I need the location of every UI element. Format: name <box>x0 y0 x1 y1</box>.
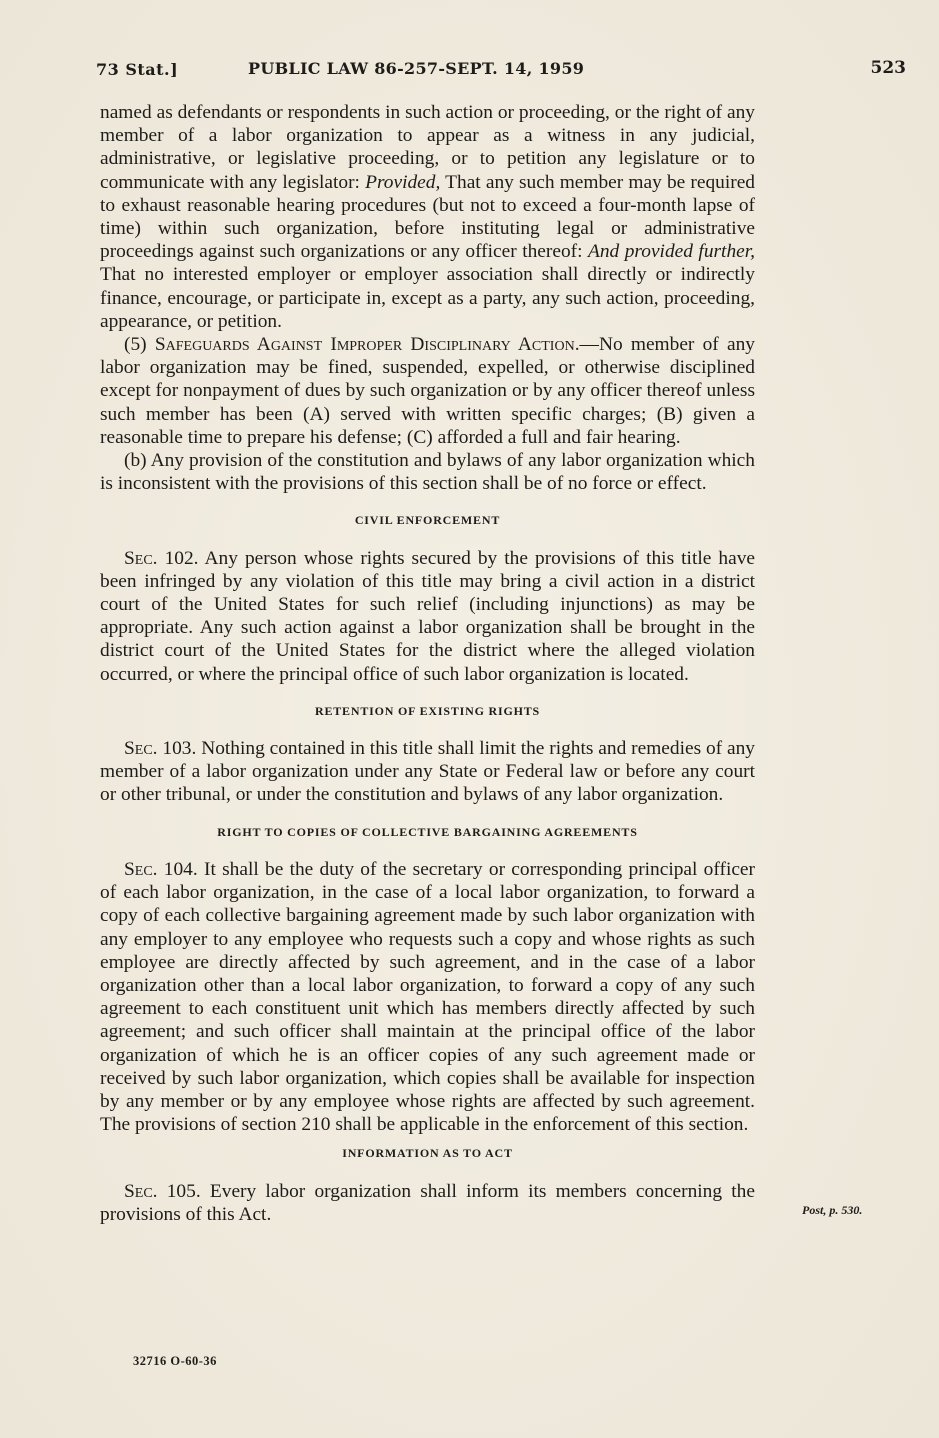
section-label: Sec. 104. <box>124 858 198 880</box>
clause-title: Safeguards Against Improper Disciplinary Action. <box>154 334 580 356</box>
heading-retention-of-existing-rights: RETENTION OF EXISTING RIGHTS <box>314 703 540 718</box>
section-text: Every labor organization shall inform its members concerning the provisions of this Act. <box>100 1180 755 1225</box>
section-label: Sec. 102. <box>124 547 199 569</box>
paragraph-text: named as defendants or respondents in such action or proceeding, or the right of any member of a labor organization to appear as a witness in any judicial, administrative, or legislative proceeding, or to petition any legislature or to communicate with any legislator: <box>100 102 755 193</box>
page-header <box>96 58 906 84</box>
paragraph-continuation <box>100 101 755 333</box>
page-title: PUBLIC LAW 86-257-SEPT. 14, 1959 <box>248 59 585 78</box>
section-label: Sec. 105. <box>124 1180 201 1202</box>
paragraph-text: That any such member may be required to exhaust reasonable hearing procedures (but not to exceed a four-month lapse of time) within such organization, before instituting legal or administrative proceedings against such organizations or any officer thereof: <box>100 171 756 263</box>
provided-further-clause: And provided further, <box>588 241 755 263</box>
section-text: Nothing contained in this title shall limit the rights and remedies of any member of a labor organization under any State or Federal law or before any court or other tribunal, or under the constitution and bylaws of any labor organization. <box>100 738 755 806</box>
clause-number: (5) <box>124 334 147 356</box>
document-body <box>100 101 755 1226</box>
paragraph-safeguards <box>100 333 755 449</box>
section-105 <box>100 1180 755 1226</box>
paragraph-text: —No member of any labor organization may be fined, suspended, expelled, or otherwise disciplined except for nonpayment of dues by such organization or by any officer thereof unless such member has been (A) served with written specific charges; (B) given a reasonable time to prepare his defense; (C) afforded a full and fair hearing. <box>100 334 755 448</box>
section-104 <box>100 858 755 1136</box>
paragraph-b: (b) Any provision of the constitution and bylaws of any labor organization which is inconsistent with the provisions of this section shall be of no force or effect. <box>100 450 755 495</box>
page-number: 523 <box>870 58 906 78</box>
footer-print-code: 32716 O-60-36 <box>133 1354 217 1368</box>
section-text: It shall be the duty of the secretary or corresponding principal officer of each labor organization, in the case of a local labor organization, to forward a copy of each collective bargaining agreement made by such labor organization with any employer to any employee who requests such a copy and whose rights as such employee are directly affected by such agreement, and in the case of a labor organization other than a local labor organization, to forward a copy of any such agreement to each constituent unit which has members directly affected by such agreement; and such officer shall maintain at the principal office of the labor organization of which he is an officer copies of any such agreement made or received by such labor organization, which copies shall be available for inspection by any member or by any employee whose rights are affected by such agreement. The provisions of section 210 shall be applicable in the enforcement of this section. <box>100 858 755 1136</box>
margin-note: Post, p. 530. <box>802 1203 863 1217</box>
section-102 <box>100 547 755 686</box>
heading-information-as-to-act: INFORMATION AS TO ACT <box>342 1146 513 1161</box>
section-label: Sec. 103. <box>124 738 197 760</box>
provided-clause: Provided, <box>365 171 441 193</box>
paragraph-text: That no interested employer or employer association shall directly or indirectly finance, encourage, or participate in, except as a party, any such action, proceeding, appearance, or petition. <box>100 264 755 332</box>
heading-civil-enforcement: CIVIL ENFORCEMENT <box>354 513 501 528</box>
section-103 <box>100 737 755 807</box>
statute-volume: 73 Stat.] <box>96 60 179 79</box>
section-text: Any person whose rights secured by the provisions of this title have been infringed by any violation of this title may bring a civil action in a district court of the United States for such relief (including injunctions) as may be appropriate. Any such action against a labor organization shall be brought in the district court of the United States for the district where the alleged violation occurred, or where the principal office of such labor organization is located. <box>100 547 755 685</box>
heading-right-to-copies: RIGHT TO COPIES OF COLLECTIVE BARGAINING AGREEMENTS <box>217 824 638 839</box>
